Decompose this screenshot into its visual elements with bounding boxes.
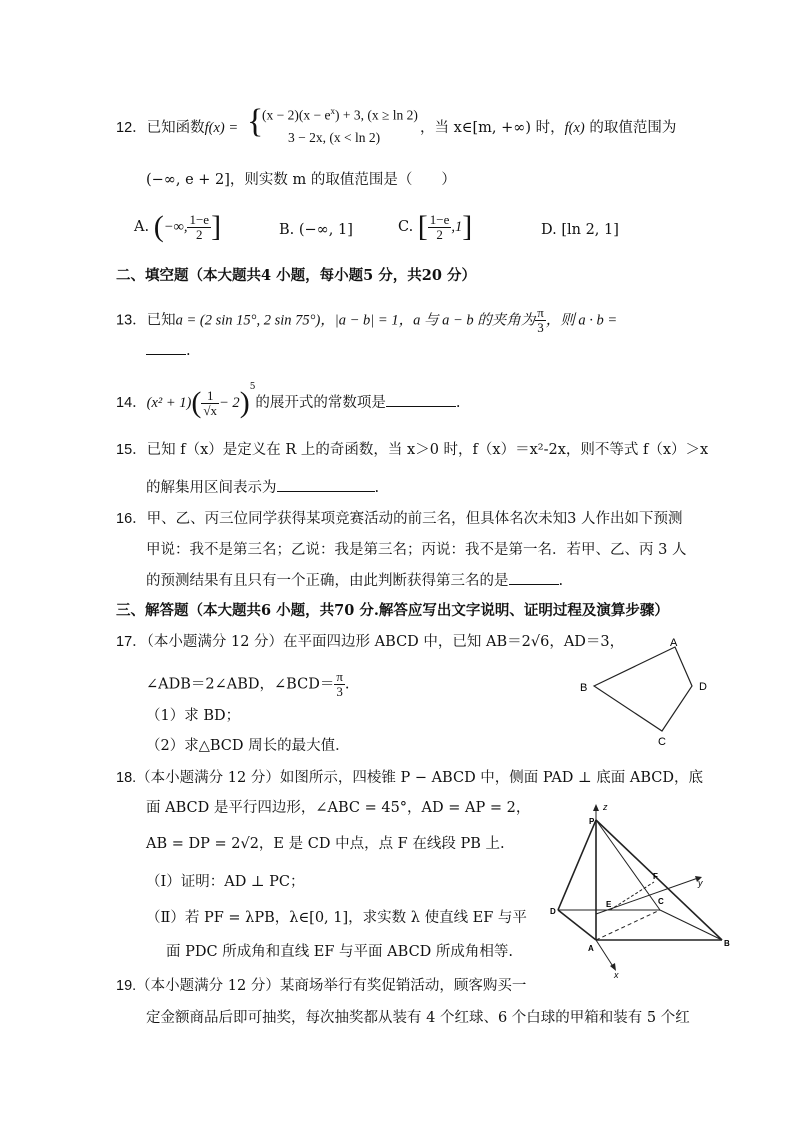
q18-line2: 面 ABCD 是平行四边形，∠ABC = 45°，AD = AP = 2，: [146, 800, 531, 816]
q15-text2: 的解集用区间表示为: [146, 480, 277, 496]
q17-part2: （2）求△BCD 周长的最大值．: [146, 738, 350, 754]
q12-range-text: 的取值范围为: [584, 120, 677, 136]
q12-option-d: D. [ln 2, 1]: [541, 222, 619, 238]
q14-post: − 2: [219, 395, 240, 411]
q12-option-c-den: 2: [436, 226, 443, 242]
q12-case1-sup: x: [330, 106, 335, 116]
q12-option-b: B. (−∞, 1]: [279, 222, 353, 238]
q18-edge-pb: [596, 820, 722, 940]
q17-quadrilateral: [594, 647, 692, 731]
q12-cond-text: ，当 x∈[m, +∞) 时，: [420, 120, 565, 136]
q12-option-a-num: 1−e: [189, 211, 210, 227]
q18-label-z: z: [603, 802, 608, 812]
q16-line2: 甲说：我不是第三名；乙说：我是第三名；丙说：我不是第一名．若甲、乙、丙 3 人: [146, 542, 687, 558]
q12-option-a: A. (−∞, $\frac{1-e}{2}$ ]: [134, 210, 222, 243]
q13-three: 3: [537, 320, 544, 335]
q19-line2: 定金额商品后即可抽奖，每次抽奖都从装有 4 个红球、6 个白球的甲箱和装有 5 个红: [146, 1010, 690, 1026]
q17-line2: [146, 670, 350, 699]
q14-frac-den: √x: [203, 402, 218, 418]
q18-line3: AB = DP = 2√2，E 是 CD 中点，点 F 在线段 PB 上.: [146, 836, 505, 852]
q16-line3: 的预测结果有且只有一个正确，由此判断获得第三名的是 .: [146, 570, 563, 591]
q12-fx2: f(x): [564, 120, 585, 136]
q18-edge-da: [558, 910, 596, 940]
q15-line1: [116, 440, 708, 460]
q18-part2b: 面 PDC 所成角和直线 EF 与平面 ABCD 所成角相等.: [166, 944, 514, 960]
q18-diag-ac: [596, 910, 660, 940]
section-fill-in-title: 二、填空题（本大题共4 小题，每小题5 分，共20 分）: [116, 267, 476, 284]
q13-lead: 已知: [146, 312, 176, 329]
q13-number: 13．: [116, 312, 147, 329]
q14-text: 的展开式的常数项是: [255, 395, 386, 411]
q18-part2a: （Ⅱ）若 PF = λPB，λ∈[0, 1]，求实数 λ 使直线 EF 与平: [146, 910, 527, 926]
q17-part1: （1）求 BD；: [146, 708, 241, 724]
q17-three: 3: [336, 684, 343, 699]
q19-text1: （本小题满分 12 分）某商场举行有奖促销活动，顾客购买一: [136, 978, 527, 994]
q13-answer-blank: .: [146, 340, 191, 361]
q18-edge-pd: [558, 820, 596, 910]
q17-label-b: B: [580, 682, 588, 694]
q18-label-f: F: [653, 872, 658, 881]
q12-option-a-label: A.: [134, 219, 150, 235]
q18-label-y: y: [698, 878, 703, 888]
q18-label-a: A: [588, 944, 594, 953]
q12-fx: f(x) =: [204, 120, 239, 136]
q16-line1: [116, 509, 682, 529]
q15-text1: 已知 f（x）是定义在 R 上的奇函数，当 x＞0 时，f（x）＝x²-2x，则不等式 f（x）＞x: [146, 442, 709, 458]
q14-line: 14．(x² + 1)( $\frac{1}{√x}$ − 2)$^5$的展开式的常数项是 .: [116, 382, 461, 419]
q18-edge-pc: [596, 820, 660, 910]
q17-text1: （本小题满分 12 分）在平面四边形 ABCD 中，已知 AB＝2√6，AD＝3，: [146, 634, 625, 650]
q12-brace: {: [247, 103, 264, 140]
q18-label-d: D: [550, 907, 556, 916]
q14-exponent: 5: [249, 382, 256, 393]
q13-vector-expr: a = (2 sin 15°, 2 sin 75°)，|a − b| = 1，a 与 a − b 的夹角为: [175, 312, 536, 329]
q17-quadrilateral-figure: [572, 634, 722, 750]
q18-edge-cb: [660, 910, 722, 940]
q16-text1: 甲、乙、丙三位同学获得某项竞赛活动的前三名，但具体名次未知3 人作出如下预测: [146, 511, 683, 527]
q12-case1: [262, 106, 418, 124]
q12-condition: [420, 118, 676, 138]
q18-label-e: E: [606, 900, 612, 909]
q12-case1-a: (x − 2)(x − e: [262, 107, 331, 123]
q18-label-c: C: [658, 897, 664, 906]
q12-option-c-label: C.: [398, 219, 414, 235]
q12-option-c-num: 1−e: [429, 211, 450, 227]
q18-text1: （本小题满分 12 分）如图所示，四棱锥 P − ABCD 中，侧面 PAD ⊥ 底面 ABCD，底: [136, 770, 704, 786]
q12-case1-b: ) + 3, (x ≥ ln 2): [334, 107, 418, 123]
q19-line1: [116, 976, 526, 996]
q14-pre: (x² + 1): [146, 395, 192, 411]
q18-number: 18.: [116, 770, 137, 786]
q14-frac-num: 1: [201, 389, 219, 404]
q18-label-p: P: [589, 817, 595, 826]
q18-line1: [116, 768, 703, 788]
q12-case2: 3 − 2x, (x < ln 2): [288, 130, 381, 145]
q12-option-a-pre: −∞,: [163, 219, 188, 235]
q17-line1: [116, 632, 624, 652]
q18-x-axis: [596, 940, 614, 968]
q12-line1: [116, 118, 238, 138]
q17-label-c: C: [658, 736, 666, 748]
q18-z-arrow: [593, 804, 599, 811]
q18-label-x: x: [614, 970, 619, 980]
q17-pi: π: [336, 669, 343, 684]
q12-lead: 已知函数: [146, 120, 205, 136]
q12-option-c-post: ,1: [451, 219, 463, 235]
q15-number: 15．: [116, 442, 147, 458]
q15-line2: 的解集用区间表示为 .: [146, 477, 379, 498]
q19-number: 19.: [116, 978, 137, 994]
q12-line2: (−∞, e + 2]，则实数 m 的取值范围是（ ）: [146, 172, 456, 188]
q18-part1: （Ⅰ）证明：AD ⊥ PC；: [146, 874, 305, 890]
q13-line1: [116, 306, 617, 335]
q16-number: 16．: [116, 511, 147, 527]
q17-text2b: .: [344, 676, 350, 693]
q17-number: 17．: [116, 634, 147, 650]
q16-text3: 的预测结果有且只有一个正确，由此判断获得第三名的是: [146, 573, 509, 589]
q12-option-c: C. [ $\frac{1-e}{2}$ ,1]: [398, 210, 473, 243]
q13-ask: ，则 a · b =: [545, 312, 618, 329]
q17-label-a: A: [670, 637, 678, 649]
q17-text2a: ∠ADB＝2∠ABD，∠BCD＝: [146, 676, 335, 693]
q14-number: 14．: [116, 395, 147, 411]
q12-number: 12．: [116, 120, 147, 136]
q17-label-d: D: [699, 681, 707, 693]
section-solve-title: 三、解答题（本大题共6 小题，共70 分.解答应写出文字说明、证明过程及演算步骤）: [116, 602, 669, 619]
q12-option-a-den: 2: [196, 226, 203, 242]
q13-pi: π: [537, 305, 544, 320]
q18-pyramid-figure: [548, 800, 738, 980]
q18-label-b: B: [724, 939, 730, 948]
